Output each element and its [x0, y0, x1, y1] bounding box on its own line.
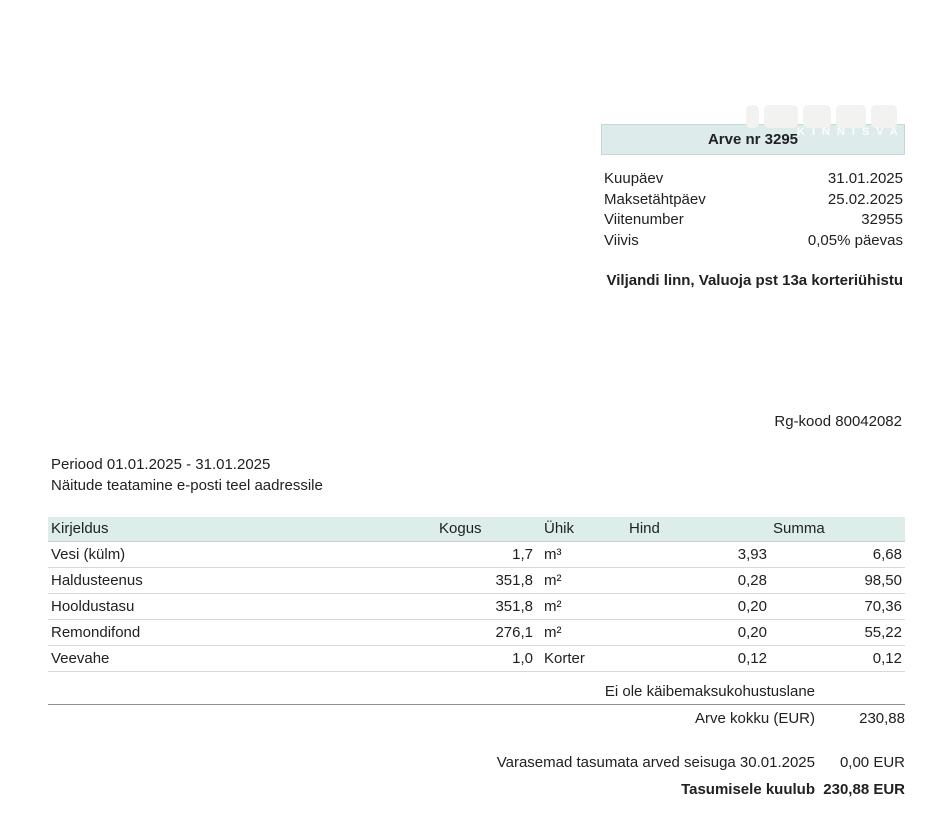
cell-price: 3,93 [626, 541, 770, 567]
recipient-name: Viljandi linn, Valuoja pst 13a korteriühistu [606, 272, 903, 289]
cell-qty: 351,8 [436, 593, 536, 619]
cell-unit: m² [536, 619, 626, 645]
meta-value: 25.02.2025 [827, 190, 903, 208]
invoice-meta [604, 169, 903, 251]
header-summa: Summa [770, 517, 905, 541]
readings-note: Näitude teatamine e-posti teel aadressile [51, 477, 323, 494]
cell-unit: Korter [536, 645, 626, 671]
logo-watermark-shape [803, 105, 831, 128]
cell-desc: Haldusteenus [48, 567, 436, 593]
amount-due-label: Tasumisele kuulub [681, 781, 815, 798]
meta-row-maksetahtpaev [604, 190, 903, 211]
meta-value: 31.01.2025 [827, 170, 903, 187]
cell-sum: 6,68 [770, 541, 905, 567]
cell-qty: 351,8 [436, 567, 536, 593]
cell-price: 0,28 [626, 567, 770, 593]
meta-value: 32955 [861, 211, 903, 229]
invoice-total-value: 230,88 [859, 710, 905, 727]
cell-unit: m³ [536, 541, 626, 567]
cell-price: 0,20 [626, 619, 770, 645]
meta-row-viivis [604, 231, 903, 252]
header-kirjeldus: Kirjeldus [48, 517, 436, 541]
header-kogus: Kogus [436, 517, 536, 541]
cell-sum: 98,50 [770, 567, 905, 593]
cell-desc: Remondifond [48, 619, 436, 645]
logo-watermark-shape [871, 105, 897, 128]
meta-row-kuupaev [604, 169, 903, 190]
meta-label: Maksetähtpäev [604, 190, 706, 208]
cell-qty: 276,1 [436, 619, 536, 645]
period-line: Periood 01.01.2025 - 31.01.2025 [51, 456, 271, 473]
logo-watermark-shape [836, 105, 866, 128]
cell-qty: 1,0 [436, 645, 536, 671]
previous-unpaid-value: 0,00 EUR [839, 754, 905, 771]
vat-exemption-note: Ei ole käibemaksukohustuslane [604, 683, 815, 700]
total-separator [48, 704, 905, 705]
meta-row-viitenumber [604, 210, 903, 231]
meta-label: Viitenumber [604, 211, 684, 229]
cell-desc: Veevahe [48, 645, 436, 671]
table-row [48, 619, 905, 645]
table-row [48, 645, 905, 671]
cell-sum: 0,12 [770, 645, 905, 671]
cell-unit: m² [536, 593, 626, 619]
line-items-table [48, 517, 905, 672]
cell-unit: m² [536, 567, 626, 593]
cell-qty: 1,7 [436, 541, 536, 567]
amount-due-value: 230,88 EUR [823, 781, 905, 798]
cell-price: 0,12 [626, 645, 770, 671]
header-uhik: Ühik [536, 517, 626, 541]
invoice-title: Arve nr 3295 [707, 131, 799, 148]
cell-desc: Vesi (külm) [48, 541, 436, 567]
meta-value: 0,05% päevas [807, 231, 903, 249]
meta-label: Viivis [604, 231, 639, 249]
cell-price: 0,20 [626, 593, 770, 619]
header-hind: Hind [626, 517, 770, 541]
cell-sum: 70,36 [770, 593, 905, 619]
invoice-total-label: Arve kokku (EUR) [694, 710, 815, 727]
previous-unpaid-row [48, 754, 905, 771]
logo-watermark-glyphs [746, 105, 897, 128]
table-header-row [48, 517, 905, 541]
amount-due-row [48, 781, 905, 798]
table-row [48, 567, 905, 593]
table-row [48, 593, 905, 619]
previous-unpaid-label: Varasemad tasumata arved seisuga 30.01.2025 [496, 754, 815, 771]
registry-code: Rg-kood 80042082 [774, 413, 902, 430]
logo-watermark-shape [764, 105, 798, 128]
table-row [48, 541, 905, 567]
cell-sum: 55,22 [770, 619, 905, 645]
invoice-total-row [48, 710, 905, 727]
logo-watermark-text: KINNISVARA [797, 126, 935, 138]
meta-label: Kuupäev [604, 170, 664, 187]
logo-watermark-shape [746, 105, 759, 128]
cell-desc: Hooldustasu [48, 593, 436, 619]
